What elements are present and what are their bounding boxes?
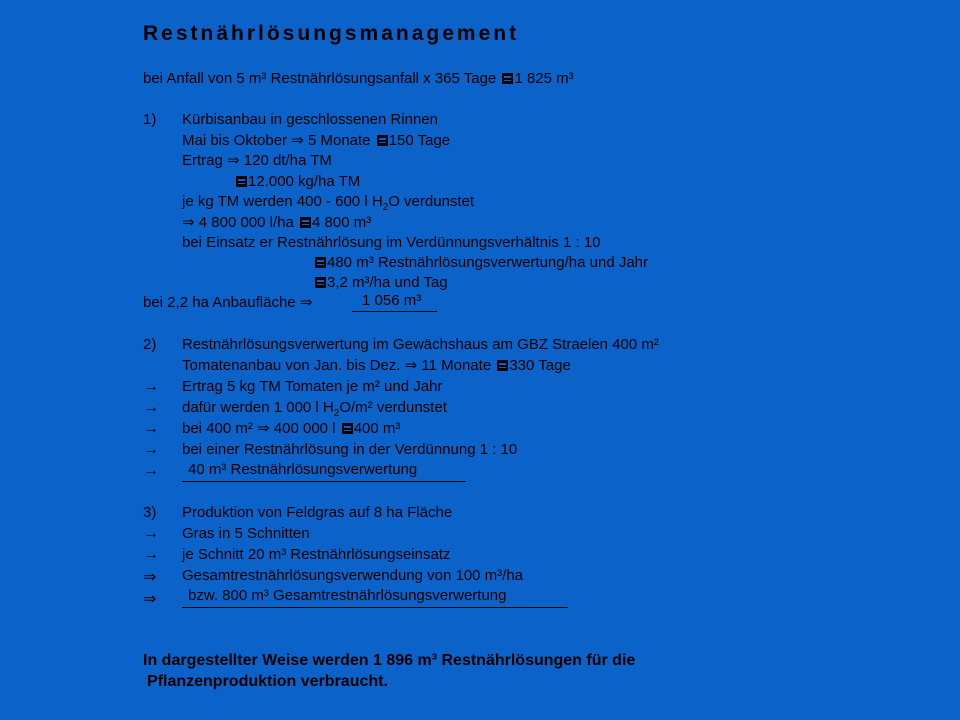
equals-icon bbox=[502, 73, 513, 84]
s1-line-2 bbox=[182, 132, 450, 150]
s1-per-day: 3,2 m³/ha und Tag bbox=[327, 274, 448, 291]
s3-line-4: Gesamtrestnährlösungsverwendung von 100 m³/ha bbox=[182, 567, 524, 584]
equals-icon bbox=[315, 277, 326, 288]
intro-text: bei Anfall von 5 m³ Restnährlösungsanfall x 365 Tage bbox=[143, 70, 497, 87]
s3-line-3: je Schnitt 20 m³ Restnährlösungseinsatz bbox=[182, 546, 451, 563]
s1-line-3 bbox=[182, 152, 332, 170]
s1-evap-b: O verdunstet bbox=[388, 193, 475, 210]
section-1-number: 1) bbox=[143, 111, 157, 128]
s3-total: bzw. 800 m³ Gesamtrestnährlösungsverwertung bbox=[188, 587, 507, 604]
s2-evap-a: dafür werden 1 000 l H bbox=[182, 399, 334, 416]
s1-line-10 bbox=[143, 294, 312, 312]
implies-icon: ⇒ bbox=[227, 152, 240, 169]
s1-cubic: 4 800 m³ bbox=[312, 214, 372, 231]
s2-total-underline bbox=[182, 481, 466, 482]
s2-liters: 400 000 l bbox=[273, 420, 336, 437]
arrow-icon: → bbox=[143, 399, 159, 416]
intro-result: 1 825 m³ bbox=[514, 70, 574, 87]
s2-area: bei 400 m² bbox=[182, 420, 253, 437]
s1-area: bei 2,2 ha Anbaufläche bbox=[143, 294, 296, 311]
s3-total-underline bbox=[182, 607, 568, 608]
s1-line-9 bbox=[313, 274, 448, 292]
equals-icon bbox=[236, 176, 247, 187]
equals-icon bbox=[342, 423, 353, 434]
s3-line-2: Gras in 5 Schnitten bbox=[182, 525, 310, 542]
s1-evap-sub: 2 bbox=[382, 202, 389, 213]
implies-icon: ⇒ bbox=[404, 357, 418, 374]
s2-days: 330 Tage bbox=[509, 357, 571, 374]
equals-icon bbox=[300, 217, 311, 228]
s1-yield-value: 120 dt/ha TM bbox=[243, 152, 332, 169]
intro-line bbox=[143, 70, 574, 88]
s1-line-8 bbox=[313, 254, 648, 272]
s1-months: Mai bis Oktober bbox=[182, 132, 288, 149]
s1-line-7: bei Einsatz er Restnährlösung im Verdünnungsverhältnis 1 : 10 bbox=[182, 234, 601, 251]
s2-period: Tomatenanbau von Jan. bis Dez. bbox=[182, 357, 401, 374]
equals-icon bbox=[315, 257, 326, 268]
s3-line-1: Produktion von Feldgras auf 8 ha Fläche bbox=[182, 504, 453, 521]
s1-per-year: 480 m³ Restnährlösungsverwertung/ha und Jahr bbox=[327, 254, 649, 271]
s1-total: 1 056 m³ bbox=[362, 292, 422, 309]
equals-icon bbox=[497, 360, 508, 371]
section-3-number: 3) bbox=[143, 504, 157, 521]
conclusion bbox=[143, 650, 635, 692]
arrow-icon: → bbox=[143, 525, 159, 542]
s1-line-6 bbox=[182, 214, 371, 232]
conclusion-line-2: Pflanzenproduktion verbraucht. bbox=[147, 673, 388, 690]
s2-line-5 bbox=[182, 420, 400, 438]
implies-icon: ⇒ bbox=[299, 294, 313, 311]
s1-yield-label: Ertrag bbox=[182, 152, 223, 169]
s2-line-1: Restnährlösungsverwertung im Gewächshaus am GBZ Straelen 400 m² bbox=[182, 336, 659, 353]
s1-evap-a: je kg TM werden 400 - 600 l H bbox=[182, 193, 383, 210]
s1-liters: 4 800 000 l/ha bbox=[198, 214, 294, 231]
implies-icon: ⇒ bbox=[143, 591, 157, 608]
page-title: Restnährlösungsmanagement bbox=[143, 22, 520, 45]
implies-icon: ⇒ bbox=[257, 420, 270, 437]
s1-line-1: Kürbisanbau in geschlossenen Rinnen bbox=[182, 111, 439, 128]
arrow-icon: → bbox=[143, 441, 159, 458]
arrow-icon: → bbox=[143, 378, 159, 395]
s2-cubic: 400 m³ bbox=[353, 420, 401, 437]
section-2-number: 2) bbox=[143, 336, 157, 353]
arrow-icon: → bbox=[143, 546, 159, 563]
implies-icon: ⇒ bbox=[182, 214, 195, 231]
s2-line-3: Ertrag 5 kg TM Tomaten je m² und Jahr bbox=[182, 378, 443, 395]
equals-icon bbox=[377, 135, 388, 146]
s2-line-2 bbox=[182, 357, 571, 375]
conclusion-line-1: In dargestellter Weise werden 1 896 m³ Restnährlösungen für die bbox=[143, 652, 636, 669]
s2-evap-sub: 2 bbox=[333, 408, 340, 419]
s2-line-6: bei einer Restnährlösung in der Verdünnung 1 : 10 bbox=[182, 441, 518, 458]
s1-yield-kg: 12.000 kg/ha TM bbox=[248, 173, 361, 190]
s1-days: 150 Tage bbox=[388, 132, 451, 149]
implies-icon: ⇒ bbox=[291, 132, 304, 149]
s1-months-count: 5 Monate bbox=[307, 132, 371, 149]
implies-icon: ⇒ bbox=[143, 569, 157, 586]
arrow-icon: → bbox=[143, 462, 159, 479]
s1-line-4 bbox=[234, 173, 360, 191]
s2-months: 11 Monate bbox=[421, 357, 492, 374]
s1-total-underline bbox=[352, 311, 437, 312]
s2-evap-b: O/m² verdunstet bbox=[339, 399, 447, 416]
s2-total: 40 m³ Restnährlösungsverwertung bbox=[188, 461, 418, 478]
arrow-icon: → bbox=[143, 420, 159, 437]
